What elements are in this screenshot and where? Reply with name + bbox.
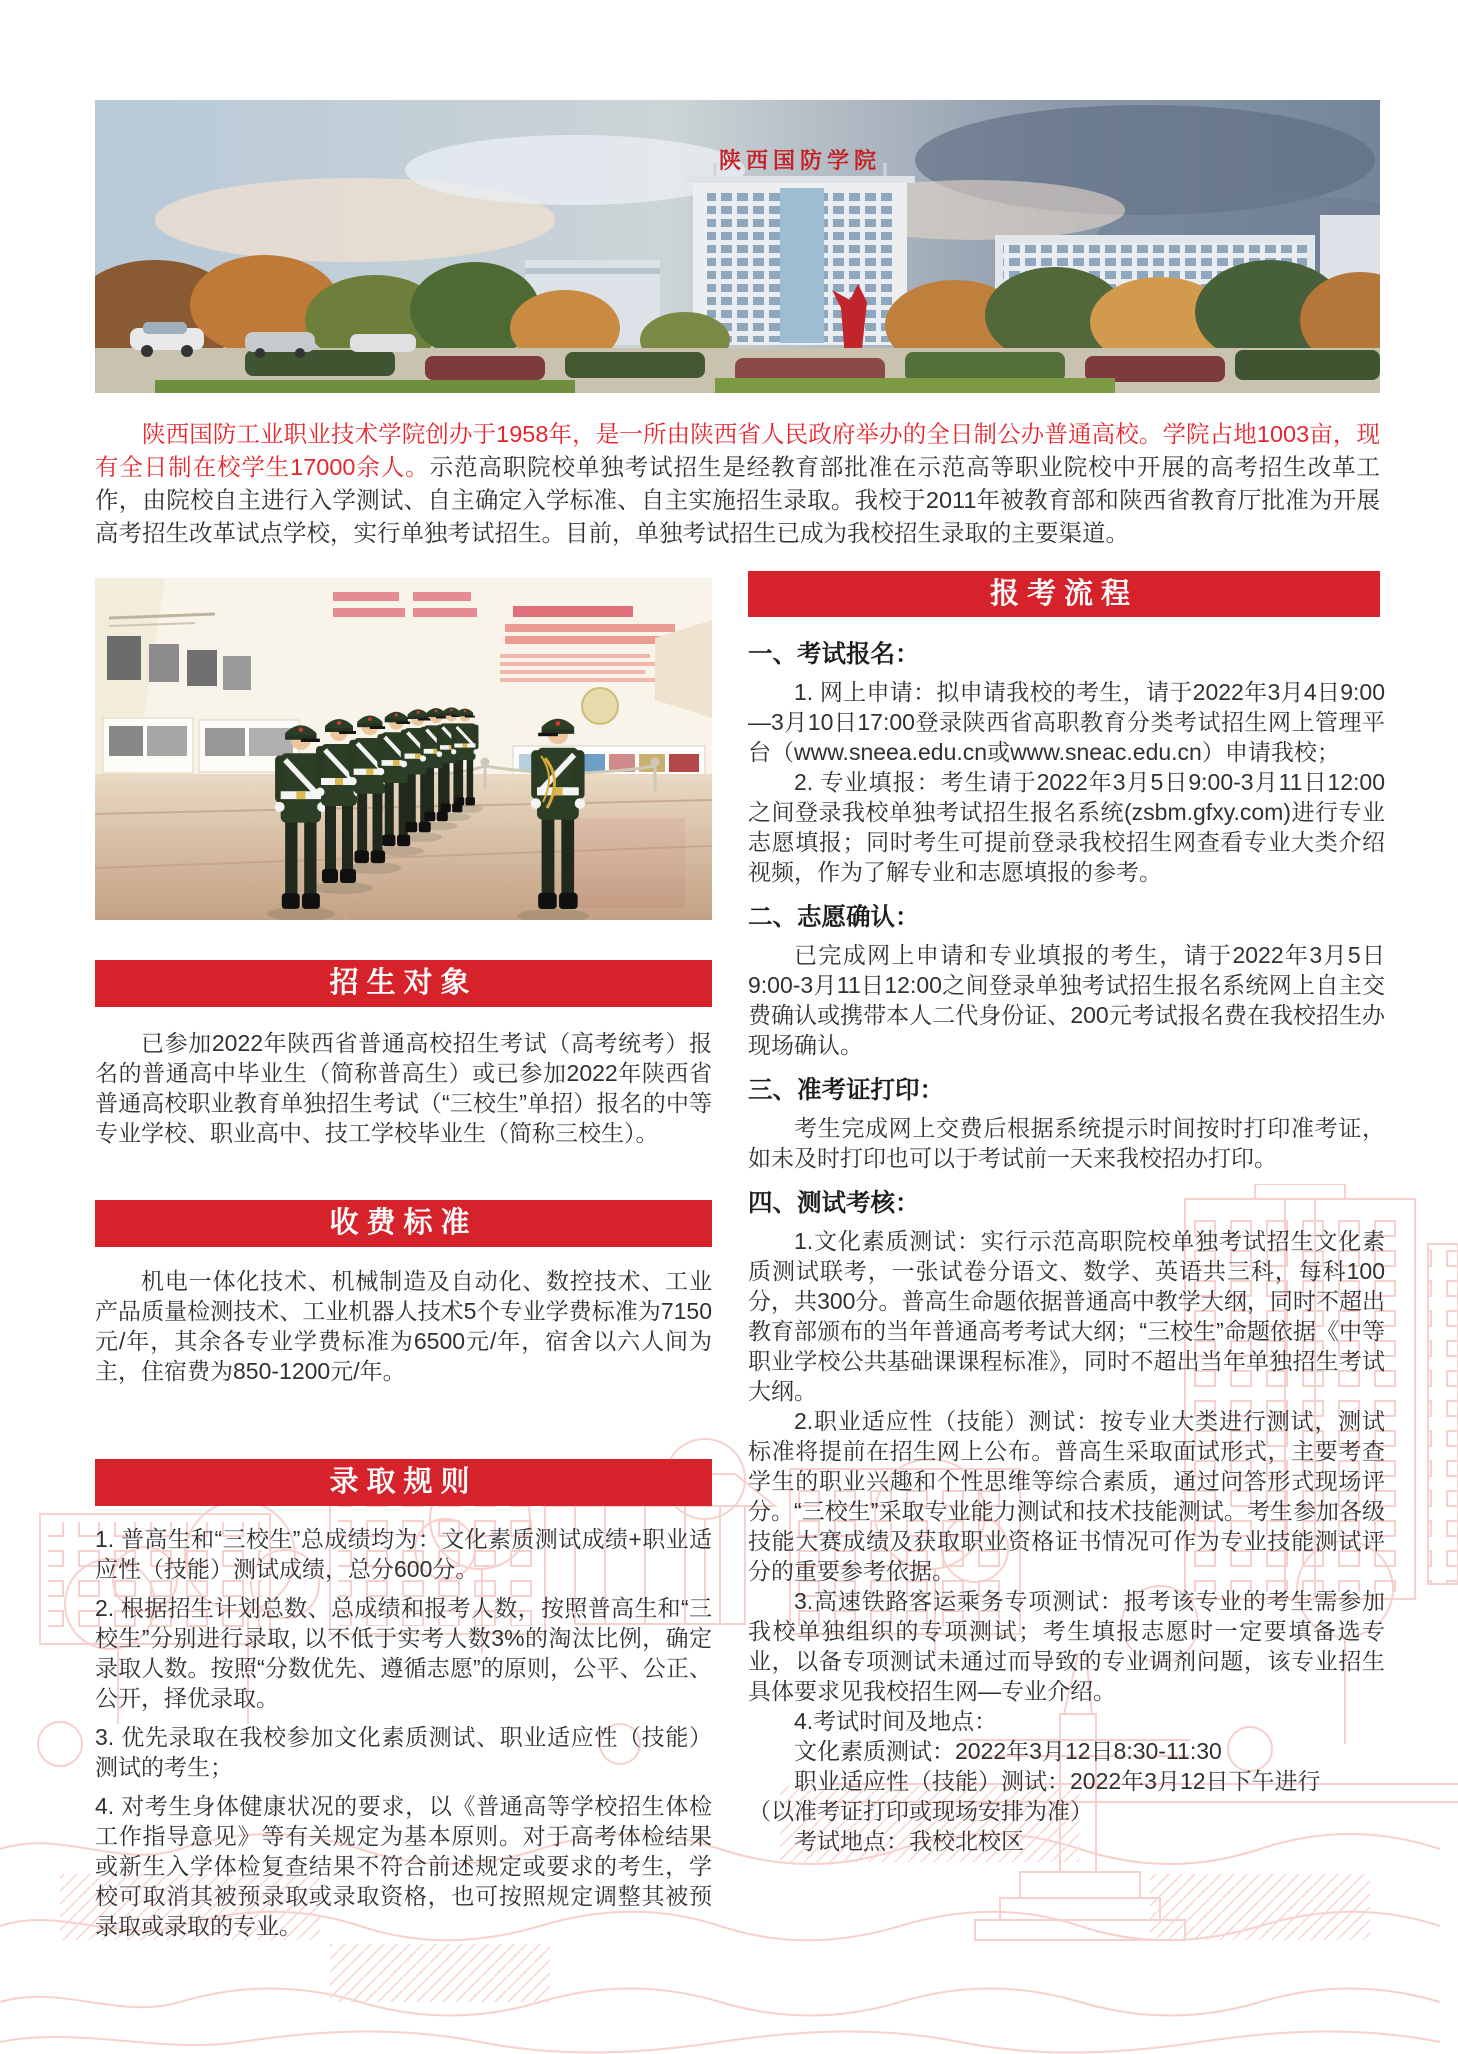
section-title: 收费标准 xyxy=(329,1207,478,1239)
section-bar-application-process xyxy=(748,571,1380,617)
step-admission-ticket-printing: 三、准考证打印： 考生完成网上交费后根据系统提示时间按时打印准考证，如未及时打印也可以于考试前一天来我校招办打印。 xyxy=(748,1077,1385,1171)
admission-targets-body: 已参加2022年陕西省普通高校招生考试（高考统考）报名的普通高中毕业生（简称普高生）或已参加2022年陕西省普通高校职业教育单独招生考试（“三校生”单招）报名的中等专业学校、职业高中、技工学校毕业生（简称三校生）。 xyxy=(95,1030,712,1146)
rule-item: 2. 根据招生计划总数、总成绩和报考人数，按照普高生和“三校生”分别进行录取, 以不低于实考人数3%的淘汰比例，确定录取人数。按照“分数优先、遵循志愿”的原则，公平、公正、公开，择优录取。 xyxy=(95,1595,712,1711)
fees-body: 机电一体化技术、机械制造及自动化、数控技术、工业产品质量检测技术、工业机器人技术5个专业学费标准为7150元/年，其余各专业学费标准为6500元/年，宿舍以六人间为主，住宿费为850-1200元/年。 xyxy=(95,1268,712,1384)
section-title: 录取规则 xyxy=(329,1466,478,1498)
section-bar-admission-targets xyxy=(95,960,712,1007)
step-heading: 一、考试报名： xyxy=(748,641,920,668)
step-heading: 二、志愿确认： xyxy=(748,904,920,931)
building-sign-text: 陕西国防学院 xyxy=(718,148,882,173)
intro-paragraph xyxy=(95,418,1380,550)
section-bar-admission-rules xyxy=(95,1459,712,1506)
step-tests-and-assessment: 四、测试考核： 1.文化素质测试：实行示范高职院校单独考试招生文化素质测试联考，一张试卷分语文、数学、英语共三科，每科100分，共300分。普高生命题依据普通高中教学大纲，同时不超出教育部颁布的当年普通高考考试大纲；“三校生”命题依据《中等职业学校公共基础课课程标准》，同时不超出当年单独招生考试大纲。 2.职业适应性（技能）测试：按专业大类进行测试，测试标准将提前在招生网上公布。普高生采取面试形式，主要考查学生的职业兴趣和个性思维等综合素质，通过问答形式现场评分。“三校生”采取专业能力测试和技术技能测试。考生参加各级技能大赛成绩及获取职业资格证书情况可作为专业技能测试评分的重要参考依据。 3.高速铁路客运乘务专项测试：报考该专业的考生需参加我校单独组织的专项测试；考生填报志愿时一定要填备选专业，以备专项测试未通过而导致的专业调剂问题，该专业招生具体要求见我校招生网—专业介绍。 4.考试时间及地点： 文化素质测试：2022年3月12日8:30-11:30 职业适应性（技能）测试：2022年3月12日下午进行 （以准考证打印或现场安排为准） 考试地点：我校北校区 xyxy=(748,1190,1385,1854)
rule-item: 3. 优先录取在我校参加文化素质测试、职业适应性（技能）测试的考生； xyxy=(95,1724,712,1780)
main-building xyxy=(685,148,915,345)
intro-black-text: 示范高职院校单独考试招生是经教育部批准在示范高等职业院校中开展的高考招生改革工作，由院校自主进行入学测试、自主确定入学标准、自主实施招生录取。我校于2011年被教育部和陕西省教育厅批准为开展高考招生改革试点学校，实行单独考试招生。目前，单独考试招生已成为我校招生录取的主要渠道。 xyxy=(95,454,1380,546)
application-process-body xyxy=(748,640,1385,1856)
intro-red-text: 陕西国防工业职业技术学院创办于1958年，是一所由陕西省人民政府举办的全日制公办普通高校。学院占地1003亩，现有全日制在校学生17000余人。 xyxy=(95,421,1380,480)
step-heading: 四、测试考核： xyxy=(748,1190,920,1217)
step-exam-registration: 一、考试报名： 1. 网上申请：拟申请我校的考生，请于2022年3月4日9:00—3月10日17:00登录陕西省高职教育分类考试招生网上管理平台（www.sneea.edu.cn或www.sneac.edu.cn）申请我校； 2. 专业填报：考生请于2022年3月5日9:00-3月11日12:00之间登录我校单独考试招生报名系统(zsbm.gfxy.com)进行专业志愿填报；同时考生可提前登录我校招生网查看专业大类介绍视频，作为了解专业和志愿填报的参考。 xyxy=(748,641,1385,885)
section-title: 报考流程 xyxy=(989,578,1138,610)
step-preference-confirmation: 二、志愿确认： 已完成网上申请和专业填报的考生，请于2022年3月5日9:00-3月11日12:00之间登录单独考试招生报名系统网上自主交费确认或携带本人二代身份证、200元考试报名费在我校招生办现场确认。 xyxy=(748,904,1385,1058)
admission-rules-body xyxy=(95,1524,712,1950)
campus-photo xyxy=(95,100,1380,393)
honor-guard-photo xyxy=(95,578,712,920)
section-title: 招生对象 xyxy=(329,967,478,999)
section-bar-fees xyxy=(95,1200,712,1247)
rule-item: 4. 对考生身体健康状况的要求，以《普通高等学校招生体检工作指导意见》等有关规定为基本原则。对于高考体检结果或新生入学体检复查结果不符合前述规定或要求的考生，学校可取消其被预录取或录取资格，也可按照规定调整其被预录取或录取的专业。 xyxy=(95,1793,712,1939)
step-heading: 三、准考证打印： xyxy=(748,1077,944,1104)
rule-item: 1. 普高生和“三校生”总成绩均为：文化素质测试成绩+职业适应性（技能）测试成绩，总分600分。 xyxy=(95,1526,712,1582)
